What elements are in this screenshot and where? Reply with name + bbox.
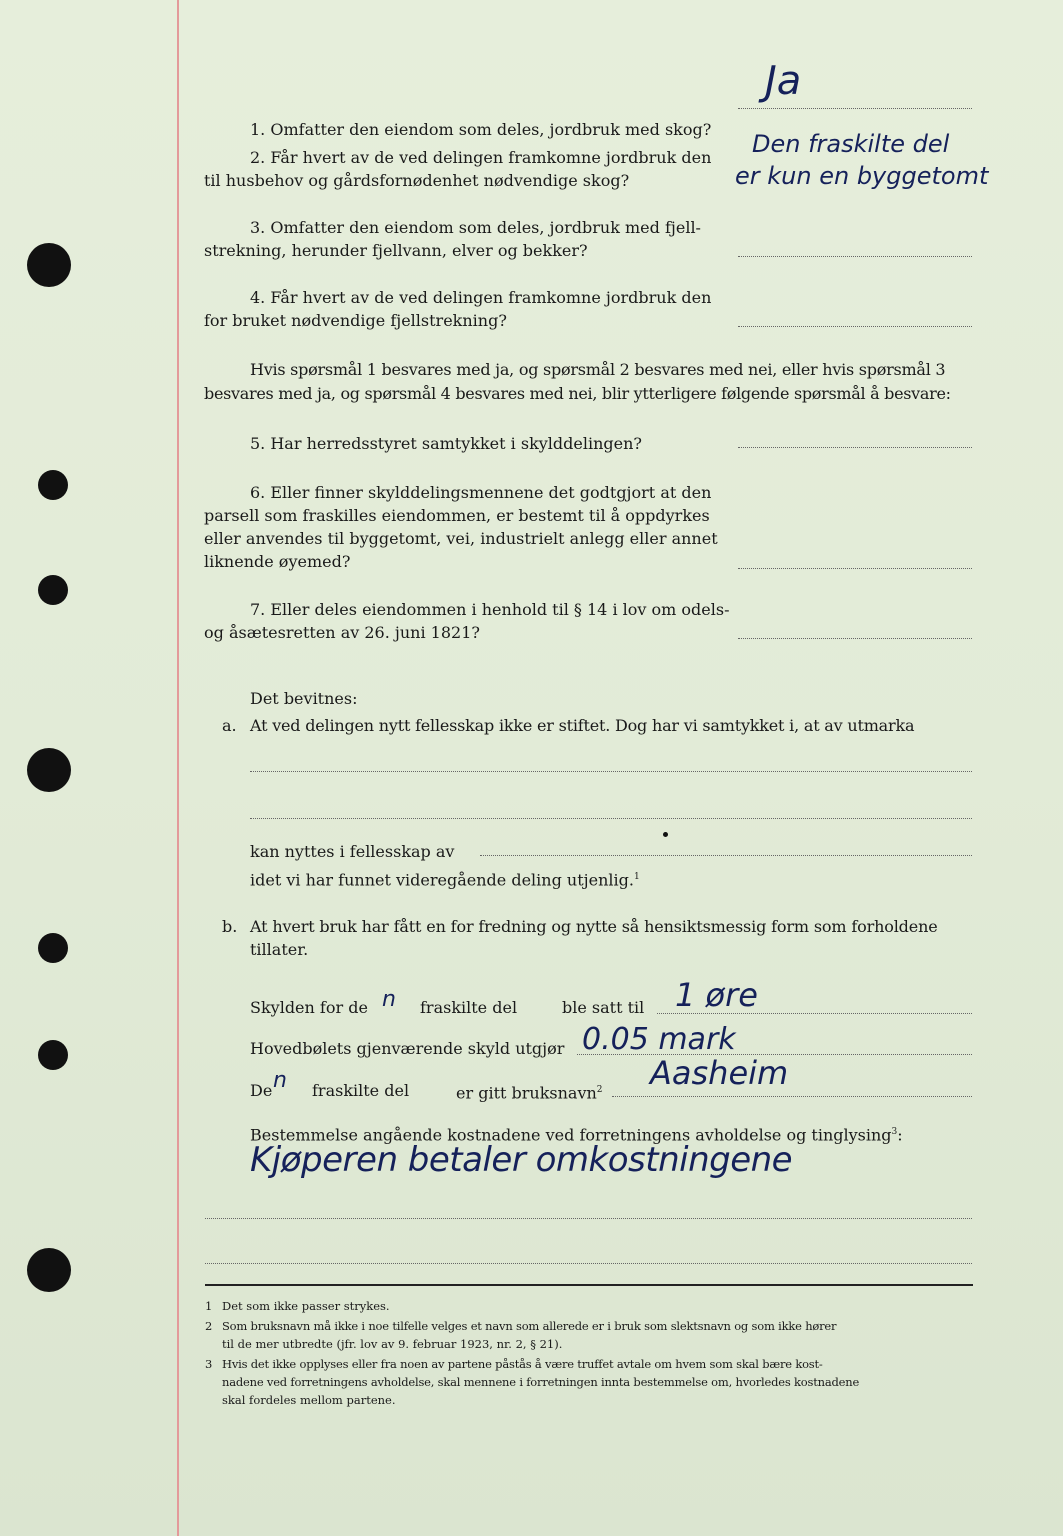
condition-line-2: besvares med ja, og spørsmål 4 besvares med nei, blir ytterligere følgende spørsmål å besvare: [204, 384, 951, 403]
bestemmelse-line-2 [205, 1263, 972, 1264]
den-fraskilte-label: fraskilte del [312, 1081, 410, 1100]
question-1: 1. Omfatter den eiendom som deles, jordbruk med skog? [250, 120, 712, 139]
utmark-line-1 [250, 771, 972, 772]
question-6-line-1: 6. Eller finner skylddelingsmennene det godtgjort at den [250, 483, 712, 502]
punch-hole [27, 748, 71, 792]
attest-b-line-1: At hvert bruk har fått en for fredning og nytte så hensiktsmessig form som forholdene [250, 917, 938, 936]
question-4-line-2: for bruket nødvendige fjellstrekning? [204, 311, 507, 330]
punch-hole [38, 1040, 68, 1070]
footnote-2-line-1: Som bruksnavn må ikke i noe tilfelle velges et navn som allerede er i bruk som slektsnavn og som ikke hører [222, 1319, 837, 1333]
condition-line-1: Hvis spørsmål 1 besvares med ja, og spørsmål 2 besvares med nei, eller hvis spørsmål 3 [250, 360, 946, 379]
attest-a-marker: a. [222, 716, 237, 735]
punch-hole [38, 470, 68, 500]
answer-line-7 [738, 638, 972, 639]
hovedbol-label: Hovedbølets gjenværende skyld utgjør [250, 1039, 565, 1058]
bestemmelse-label: Bestemmelse angående kostnadene ved forretningens avholdelse og tinglysing$^3$: [250, 1125, 903, 1145]
handwritten-den-suffix: n [273, 1068, 287, 1093]
question-6-line-2: parsell som fraskilles eiendommen, er bestemt til å oppdyrkes [204, 506, 710, 525]
answer-line-4 [738, 326, 972, 327]
question-2-line-2: til husbehov og gårdsfornødenhet nødvendige skog? [204, 171, 630, 190]
handwritten-answer-2-line-2: er kun en byggetomt [735, 162, 989, 190]
question-5: 5. Har herredsstyret samtykket i skylddelingen? [250, 434, 642, 453]
handwritten-answer-2-line-1: Den fraskilte del [752, 130, 950, 158]
punch-hole [38, 933, 68, 963]
bruksnavn-label: er gitt bruksnavn$^2$ [456, 1083, 603, 1103]
fellesskap-line [480, 855, 972, 856]
answer-line-6 [738, 568, 972, 569]
skylden-label: Skylden for de [250, 998, 368, 1017]
footnote-3-line-3: skal fordeles mellom partene. [222, 1393, 396, 1407]
ink-dot [663, 832, 668, 837]
question-2-line-1: 2. Får hvert av de ved delingen framkomne jordbruk den [250, 148, 712, 167]
question-7-line-1: 7. Eller deles eiendommen i henhold til § 14 i lov om odels- [250, 600, 730, 619]
footnote-2-number: 2 [205, 1319, 213, 1333]
footnote-1-number: 1 [205, 1299, 213, 1313]
question-6-line-4: liknende øyemed? [204, 552, 351, 571]
den-label: De [250, 1081, 273, 1100]
kan-nyttes-label: kan nyttes i fellesskap av [250, 842, 455, 861]
punch-hole [27, 1248, 71, 1292]
handwritten-answer-1: Ja [765, 58, 802, 104]
skylden-satt-label: ble satt til [562, 998, 645, 1017]
bruksnavn-line [612, 1096, 972, 1097]
footnote-3-line-1: Hvis det ikke opplyses eller fra noen av partene påstås å være truffet avtale om hvem som skal bære kost- [222, 1357, 823, 1371]
margin-line [177, 0, 179, 1536]
bestemmelse-line-1 [205, 1218, 972, 1219]
footnote-1: Det som ikke passer strykes. [222, 1299, 390, 1313]
punch-hole [38, 575, 68, 605]
question-3-line-2: strekning, herunder fjellvann, elver og bekker? [204, 241, 588, 260]
handwritten-bruksnavn: Aasheim [650, 1054, 789, 1092]
footnote-rule [205, 1284, 973, 1286]
answer-line-1 [738, 108, 972, 109]
handwritten-skyld-value: 1 øre [675, 976, 758, 1014]
idet-text: idet vi har funnet videregående deling utjenlig.$^1$ [250, 870, 640, 890]
footnote-3-line-2: nadene ved forretningens avholdelse, skal mennene i forretningen innta bestemmelse om, hvorledes kostnadene [222, 1375, 860, 1389]
answer-line-5 [738, 447, 972, 448]
skylden-fraskilte-label: fraskilte del [420, 998, 518, 1017]
attest-a-text: At ved delingen nytt fellesskap ikke er stiftet. Dog har vi samtykket i, at av utmarka [250, 716, 915, 735]
question-6-line-3: eller anvendes til byggetomt, vei, industrielt anlegg eller annet [204, 529, 718, 548]
footnote-3-number: 3 [205, 1357, 213, 1371]
handwritten-skylden-suffix: n [382, 987, 396, 1012]
handwritten-kostnad: Kjøperen betaler omkostningene [250, 1140, 793, 1180]
question-7-line-2: og åsætesretten av 26. juni 1821? [204, 623, 480, 642]
attest-b-line-2: tillater. [250, 940, 309, 959]
handwritten-hovedbol-value: 0.05 mark [582, 1022, 736, 1057]
answer-line-3 [738, 256, 972, 257]
attest-heading: Det bevitnes: [250, 689, 358, 708]
punch-hole [27, 243, 71, 287]
utmark-line-2 [250, 818, 972, 819]
question-3-line-1: 3. Omfatter den eiendom som deles, jordbruk med fjell- [250, 218, 701, 237]
attest-b-marker: b. [222, 917, 238, 936]
question-4-line-1: 4. Får hvert av de ved delingen framkomne jordbruk den [250, 288, 712, 307]
footnote-2-line-2: til de mer utbredte (jfr. lov av 9. februar 1923, nr. 2, § 21). [222, 1337, 563, 1351]
